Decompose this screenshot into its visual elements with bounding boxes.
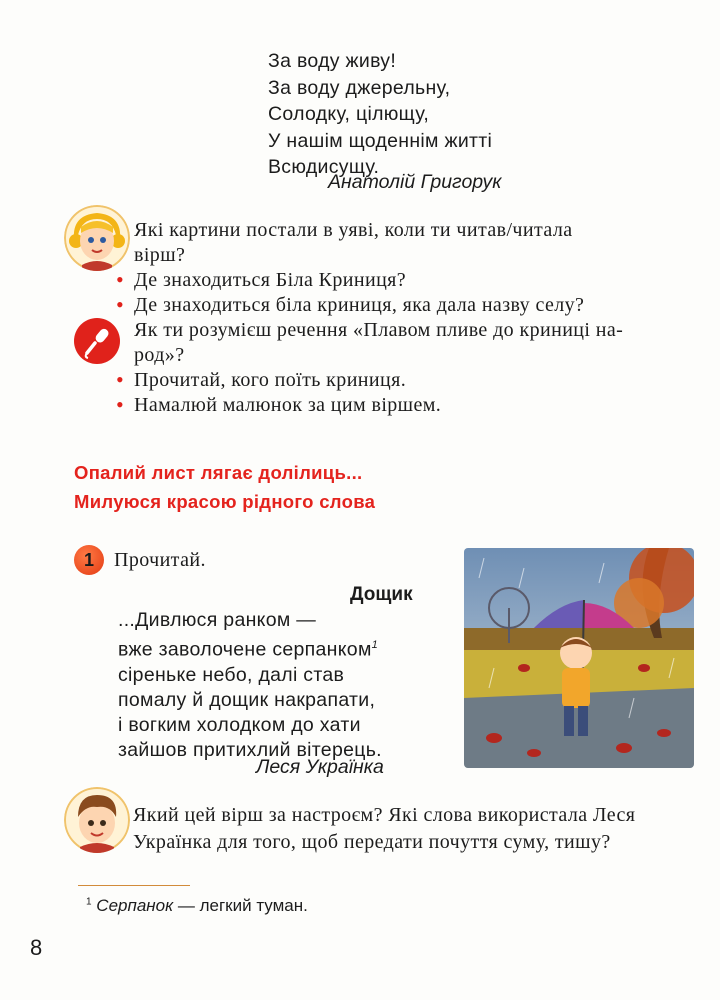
task-label: Прочитай. bbox=[114, 549, 206, 571]
question-line: род»? bbox=[134, 344, 185, 366]
poem-line: і вогким холодком до хати bbox=[118, 713, 361, 736]
footnote-divider bbox=[78, 885, 190, 886]
poem-top bbox=[268, 48, 492, 181]
boy-avatar-icon bbox=[64, 787, 130, 853]
poem-line-text: вже заволочене серпанком bbox=[118, 638, 372, 661]
footnote bbox=[86, 896, 308, 916]
poem-line: ...Дивлюся ранком — bbox=[118, 609, 317, 631]
poem-title: Дощик bbox=[350, 584, 413, 605]
section-heading-line: Милуюся красою рідного слова bbox=[74, 491, 376, 512]
list-item: • Намалюй малюнок за цим віршем. bbox=[112, 393, 702, 418]
section-heading-line: Опалий лист лягає долілиць... bbox=[74, 462, 363, 483]
footnote-definition: — легкий туман. bbox=[173, 896, 308, 915]
list-item: • Де знаходиться біла криниця, яка дала назву селу? bbox=[112, 293, 702, 318]
poem-top-line: За воду живу! bbox=[268, 50, 397, 72]
poem-top-line: У нашім щоденнім житті bbox=[268, 129, 493, 152]
poem-top-author: Анатолій Григорук bbox=[328, 171, 502, 193]
footnote-term: Серпанок bbox=[96, 896, 174, 915]
question-line: вірш? bbox=[134, 244, 186, 266]
question-text bbox=[112, 318, 702, 343]
poem-top-line: Всюдисущу. bbox=[268, 156, 380, 178]
list-item: • Прочитай, кого поїть криниця. bbox=[112, 368, 702, 393]
task-number-badge: 1 bbox=[74, 545, 104, 575]
poem-line: сіреньке небо, далі став bbox=[118, 663, 345, 686]
footnote-marker: 1 bbox=[371, 639, 379, 651]
question-line: Як ти розумієш речення «Плавом пливе до криниці на- bbox=[134, 319, 624, 341]
poem-top-line: За воду джерельну, bbox=[268, 76, 451, 99]
questions-block bbox=[112, 218, 702, 418]
poem-line: помалу й дощик накрапати, bbox=[118, 688, 376, 711]
rain-illustration bbox=[464, 548, 694, 768]
poem-body bbox=[118, 608, 382, 763]
bottom-question: Який цей вірш за настроєм? Які слова використала Леся Українка для того, щоб передати почуття суму, тишу? bbox=[133, 804, 636, 853]
question-line: Які картини постали в уяві, коли ти читав/читала bbox=[134, 219, 573, 241]
poem-line: зайшов притихлий вітерець. bbox=[118, 738, 382, 761]
list-item: • Де знаходиться Біла Криниця? bbox=[112, 268, 702, 293]
footnote-mark: 1 bbox=[86, 896, 92, 908]
section-heading bbox=[74, 458, 375, 516]
question-text bbox=[112, 218, 702, 243]
poem-author: Леся Українка bbox=[256, 756, 384, 778]
poem-top-line: Солодку, цілющу, bbox=[268, 103, 430, 125]
page-number: 8 bbox=[30, 935, 43, 960]
poem-line bbox=[118, 633, 382, 663]
